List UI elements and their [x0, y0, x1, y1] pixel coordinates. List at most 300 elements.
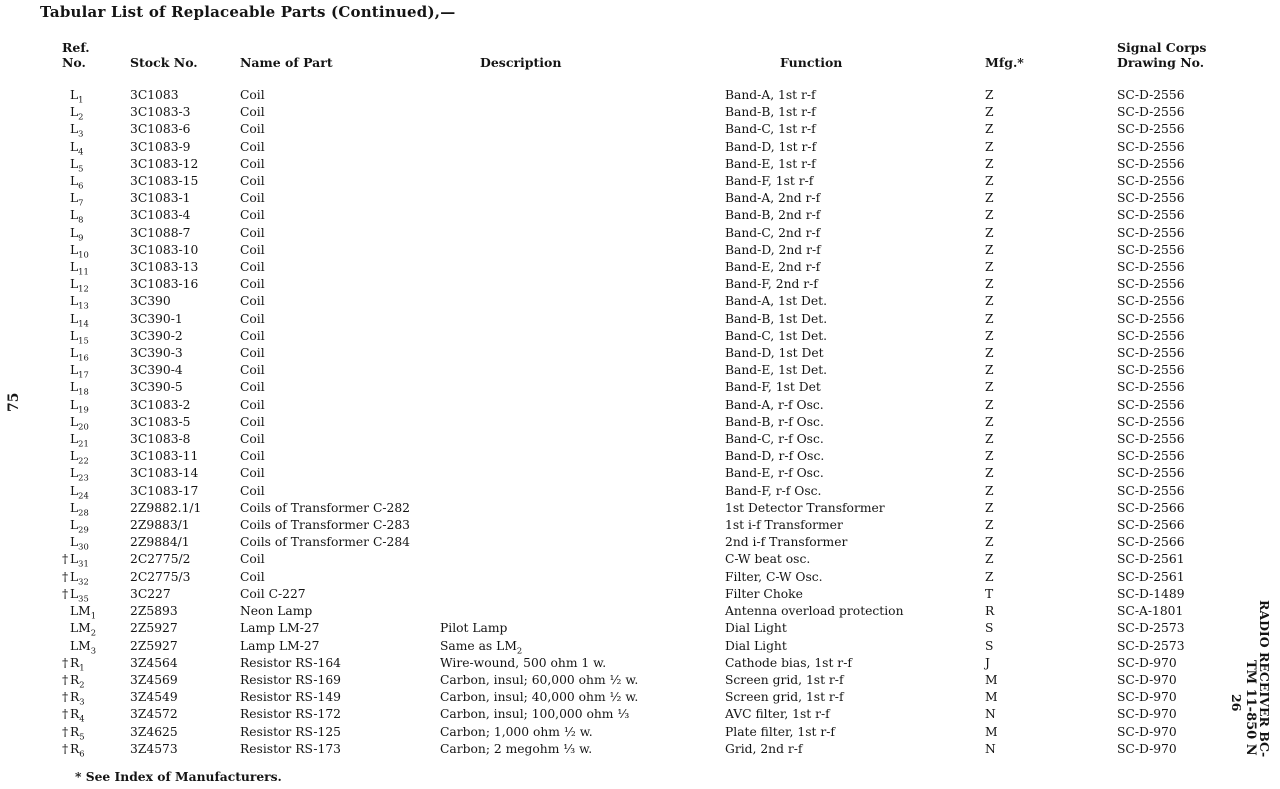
- cell-name-of-part: Coil: [240, 380, 265, 395]
- table-row: [62, 173, 1242, 190]
- ref-subscript: 20: [78, 421, 89, 432]
- cell-description: [440, 638, 725, 655]
- table-row: [62, 586, 1242, 603]
- cell-mfg: Z: [985, 122, 994, 137]
- cell-function: Cathode bias, 1st r-f: [725, 655, 852, 670]
- ref-base: LM: [70, 604, 91, 619]
- ref-subscript: 3: [90, 644, 97, 655]
- cell-name-of-part: Lamp LM-27: [240, 638, 320, 653]
- ref-base: L: [70, 586, 79, 601]
- ref-subscript: 1: [79, 662, 85, 673]
- cell-ref-no: [62, 620, 130, 637]
- cell-description: [440, 293, 725, 310]
- cell-stock-no: 3C1083-17: [130, 483, 199, 498]
- cell-name-of-part: Coil: [240, 432, 265, 447]
- cell-description: [440, 276, 725, 293]
- cell-function: Filter Choke: [725, 586, 803, 601]
- cell-description: [440, 242, 725, 259]
- table-row: [62, 448, 1242, 465]
- cell-description: [440, 87, 725, 104]
- cell-ref-no: [62, 156, 130, 173]
- cell-drawing-no: SC-D-2556: [1117, 466, 1185, 481]
- cell-function: Band-C, 1st r-f: [725, 122, 816, 137]
- header-ref-line1: Ref.: [62, 40, 90, 55]
- cell-description: [440, 448, 725, 465]
- cell-function: Band-A, 2nd r-f: [725, 191, 821, 206]
- cell-stock-no: 3C390-2: [130, 328, 183, 343]
- cell-name-of-part: Neon Lamp: [240, 604, 313, 619]
- table-body: [62, 87, 1242, 758]
- table-row: [62, 534, 1242, 551]
- ref-base: L: [70, 380, 79, 395]
- cell-mfg: Z: [985, 569, 994, 584]
- cell-description: [440, 551, 725, 568]
- table-row: [62, 362, 1242, 379]
- cell-ref-no: [62, 225, 130, 242]
- table-row: [62, 328, 1242, 345]
- cell-drawing-no: SC-D-2556: [1117, 191, 1185, 206]
- cell-description: [440, 173, 725, 190]
- cell-name-of-part: Coil: [240, 346, 265, 361]
- cell-stock-no: 3C1083-15: [130, 174, 199, 189]
- cell-stock-no: 3Z4625: [130, 724, 178, 739]
- table-row: [62, 259, 1242, 276]
- table-row: [62, 87, 1242, 104]
- ref-base: R: [70, 655, 80, 670]
- cell-stock-no: 3Z4572: [130, 707, 178, 722]
- ref-subscript: 32: [78, 576, 89, 587]
- cell-ref-no: [62, 207, 130, 224]
- cell-ref-no: [62, 362, 130, 379]
- cell-function: Band-B, 1st r-f: [725, 105, 816, 120]
- dagger-mark: †: [62, 655, 69, 670]
- description-text: Carbon; 1,000 ohm ½ w.: [440, 724, 593, 739]
- table-row: [62, 397, 1242, 414]
- ref-subscript: 24: [78, 490, 89, 501]
- cell-mfg: Z: [985, 260, 994, 275]
- ref-base: L: [70, 294, 79, 309]
- cell-name-of-part: Coil: [240, 139, 265, 154]
- description-text: Carbon, insul; 40,000 ohm ½ w.: [440, 690, 639, 705]
- cell-name-of-part: Coil: [240, 311, 265, 326]
- cell-name-of-part: Resistor RS-173: [240, 741, 341, 756]
- cell-drawing-no: SC-D-2556: [1117, 225, 1185, 240]
- ref-subscript: 6: [79, 748, 85, 759]
- table-row: [62, 500, 1242, 517]
- cell-drawing-no: SC-D-2556: [1117, 328, 1185, 343]
- cell-function: 1st Detector Transformer: [725, 500, 885, 515]
- table-row: [62, 207, 1242, 224]
- table-row: [62, 139, 1242, 156]
- cell-ref-no: [62, 311, 130, 328]
- dagger-mark: †: [62, 724, 69, 739]
- ref-subscript: 22: [78, 455, 89, 466]
- cell-drawing-no: SC-A-1801: [1117, 604, 1184, 619]
- cell-description: [440, 483, 725, 500]
- cell-function: Grid, 2nd r-f: [725, 741, 803, 756]
- description-text: Carbon, insul; 60,000 ohm ½ w.: [440, 672, 639, 687]
- cell-function: 2nd i-f Transformer: [725, 535, 848, 550]
- cell-name-of-part: Coils of Transformer C-282: [240, 500, 410, 515]
- cell-mfg: Z: [985, 191, 994, 206]
- table-row: [62, 741, 1242, 758]
- cell-drawing-no: SC-D-2556: [1117, 122, 1185, 137]
- cell-ref-no: [62, 534, 130, 551]
- cell-function: Band-C, r-f Osc.: [725, 432, 824, 447]
- cell-mfg: N: [985, 707, 996, 722]
- cell-ref-no: [62, 448, 130, 465]
- cell-function: Band-F, 1st r-f: [725, 174, 814, 189]
- cell-ref-no: [62, 87, 130, 104]
- cell-description: [440, 362, 725, 379]
- cell-stock-no: 3C1083-1: [130, 191, 191, 206]
- cell-stock-no: 2C2775/3: [130, 569, 191, 584]
- cell-mfg: Z: [985, 483, 994, 498]
- cell-description: [440, 620, 725, 637]
- cell-mfg: Z: [985, 518, 994, 533]
- ref-subscript: 16: [78, 352, 89, 363]
- cell-name-of-part: Coil C-227: [240, 586, 306, 601]
- cell-function: Band-E, 1st Det.: [725, 363, 828, 378]
- ref-subscript: 10: [78, 249, 89, 260]
- ref-base: L: [70, 483, 79, 498]
- footnote: * See Index of Manufacturers.: [75, 769, 282, 784]
- cell-description: [440, 741, 725, 758]
- description-text: Wire-wound, 500 ohm 1 w.: [440, 655, 607, 670]
- right-margin-receiver-title: RADIO RECEIVER BC-: [1257, 600, 1272, 758]
- cell-function: Band-B, 2nd r-f: [725, 208, 821, 223]
- ref-base: L: [70, 518, 79, 533]
- cell-function: Dial Light: [725, 638, 787, 653]
- ref-subscript: 14: [78, 318, 89, 329]
- cell-drawing-no: SC-D-1489: [1117, 586, 1185, 601]
- cell-drawing-no: SC-D-2556: [1117, 449, 1185, 464]
- cell-description: [440, 534, 725, 551]
- ref-base: L: [70, 174, 79, 189]
- cell-name-of-part: Coil: [240, 208, 265, 223]
- cell-function: Band-D, r-f Osc.: [725, 449, 825, 464]
- dagger-mark: †: [62, 707, 69, 722]
- cell-ref-no: [62, 293, 130, 310]
- description-subscript: 2: [516, 644, 523, 655]
- cell-name-of-part: Coil: [240, 414, 265, 429]
- cell-drawing-no: SC-D-2556: [1117, 139, 1185, 154]
- cell-function: Band-D, 1st Det: [725, 346, 824, 361]
- cell-function: Band-A, 1st Det.: [725, 294, 827, 309]
- cell-ref-no: [62, 242, 130, 259]
- table-row: [62, 569, 1242, 586]
- ref-base: L: [70, 88, 79, 102]
- cell-stock-no: 3C1083-13: [130, 260, 199, 275]
- ref-base: L: [70, 346, 79, 361]
- cell-drawing-no: SC-D-2556: [1117, 363, 1185, 378]
- column-header-stock: Stock No.: [130, 55, 198, 70]
- cell-mfg: Z: [985, 174, 994, 189]
- cell-stock-no: 3C1083-6: [130, 122, 191, 137]
- cell-ref-no: [62, 190, 130, 207]
- cell-mfg: Z: [985, 346, 994, 361]
- ref-base: L: [70, 535, 79, 550]
- cell-stock-no: 3C1083-16: [130, 277, 199, 292]
- cell-description: [440, 569, 725, 586]
- ref-base: L: [70, 466, 79, 481]
- cell-drawing-no: SC-D-970: [1117, 672, 1177, 687]
- cell-description: [440, 706, 725, 723]
- ref-subscript: 1: [78, 94, 84, 105]
- dagger-mark: †: [62, 569, 69, 584]
- cell-mfg: Z: [985, 139, 994, 154]
- cell-stock-no: 3C390-4: [130, 363, 183, 378]
- cell-stock-no: 3C1083: [130, 88, 179, 102]
- cell-drawing-no: SC-D-2556: [1117, 242, 1185, 257]
- cell-description: [440, 689, 725, 706]
- cell-description: [440, 225, 725, 242]
- cell-stock-no: 2Z5927: [130, 638, 178, 653]
- cell-name-of-part: Coil: [240, 449, 265, 464]
- cell-function: Antenna overload protection: [725, 604, 904, 619]
- cell-function: Band-C, 2nd r-f: [725, 225, 821, 240]
- cell-ref-no: [62, 379, 130, 396]
- cell-stock-no: 3C1083-14: [130, 466, 199, 481]
- cell-stock-no: 2Z9883/1: [130, 518, 190, 533]
- cell-mfg: Z: [985, 328, 994, 343]
- ref-subscript: 35: [78, 593, 89, 604]
- ref-subscript: 8: [78, 214, 84, 225]
- table-row: [62, 293, 1242, 310]
- cell-name-of-part: Coil: [240, 569, 265, 584]
- cell-drawing-no: SC-D-2556: [1117, 432, 1185, 447]
- cell-ref-no: [62, 431, 130, 448]
- description-text: Carbon, insul; 100,000 ohm ⅓: [440, 707, 630, 722]
- cell-function: Band-D, 1st r-f: [725, 139, 817, 154]
- cell-mfg: Z: [985, 105, 994, 120]
- cell-function: Band-B, r-f Osc.: [725, 414, 824, 429]
- cell-mfg: M: [985, 724, 998, 739]
- cell-name-of-part: Coil: [240, 191, 265, 206]
- cell-stock-no: 3C1083-3: [130, 105, 191, 120]
- cell-name-of-part: Coils of Transformer C-284: [240, 535, 410, 550]
- ref-base: L: [70, 414, 79, 429]
- dagger-mark: †: [62, 552, 69, 567]
- cell-ref-no: [62, 672, 130, 689]
- cell-description: [440, 586, 725, 603]
- ref-base: L: [70, 122, 79, 137]
- ref-subscript: 28: [78, 507, 89, 518]
- ref-subscript: 1: [90, 610, 97, 621]
- column-header-name: Name of Part: [240, 55, 333, 70]
- table-row: [62, 620, 1242, 637]
- table-row: [62, 483, 1242, 500]
- cell-stock-no: 3C1083-11: [130, 449, 199, 464]
- table-row: [62, 104, 1242, 121]
- cell-drawing-no: SC-D-2556: [1117, 277, 1185, 292]
- cell-drawing-no: SC-D-2573: [1117, 621, 1185, 636]
- header-drawing-line2: Drawing No.: [1117, 55, 1205, 70]
- table-row: [62, 414, 1242, 431]
- cell-mfg: T: [985, 586, 994, 601]
- cell-description: [440, 345, 725, 362]
- ref-subscript: 13: [78, 300, 89, 311]
- cell-ref-no: [62, 724, 130, 741]
- ref-base: R: [70, 672, 80, 687]
- ref-base: L: [70, 139, 79, 154]
- cell-name-of-part: Coil: [240, 122, 265, 137]
- cell-ref-no: [62, 483, 130, 500]
- right-margin-manual-number: TM 11-850 N: [1243, 660, 1258, 756]
- cell-drawing-no: SC-D-2556: [1117, 156, 1185, 171]
- table-row: [62, 689, 1242, 706]
- cell-name-of-part: Coil: [240, 483, 265, 498]
- column-header-description: Description: [480, 55, 562, 70]
- ref-base: L: [70, 569, 79, 584]
- table-row: [62, 431, 1242, 448]
- cell-stock-no: 2Z9882.1/1: [130, 500, 202, 515]
- ref-base: L: [70, 260, 79, 275]
- cell-name-of-part: Coil: [240, 328, 265, 343]
- cell-ref-no: [62, 500, 130, 517]
- cell-mfg: Z: [985, 294, 994, 309]
- description-text: Carbon; 2 megohm ⅓ w.: [440, 741, 593, 756]
- cell-stock-no: 2C2775/2: [130, 552, 191, 567]
- cell-mfg: J: [985, 655, 990, 670]
- cell-function: Band-E, 2nd r-f: [725, 260, 821, 275]
- ref-base: LM: [70, 621, 91, 636]
- cell-ref-no: [62, 121, 130, 138]
- table-row: [62, 190, 1242, 207]
- ref-base: L: [70, 277, 79, 292]
- cell-stock-no: 3C1088-7: [130, 225, 191, 240]
- cell-stock-no: 3C1083-9: [130, 139, 191, 154]
- cell-description: [440, 603, 725, 620]
- cell-name-of-part: Coil: [240, 156, 265, 171]
- ref-base: L: [70, 500, 79, 515]
- ref-subscript: 11: [78, 266, 89, 277]
- dagger-mark: †: [62, 690, 69, 705]
- cell-description: [440, 414, 725, 431]
- cell-drawing-no: SC-D-2556: [1117, 346, 1185, 361]
- cell-mfg: Z: [985, 277, 994, 292]
- cell-ref-no: [62, 586, 130, 603]
- cell-drawing-no: SC-D-2556: [1117, 174, 1185, 189]
- table-row: [62, 311, 1242, 328]
- cell-drawing-no: SC-D-2566: [1117, 535, 1185, 550]
- cell-name-of-part: Lamp LM-27: [240, 621, 320, 636]
- dagger-mark: †: [62, 586, 69, 601]
- ref-base: L: [70, 432, 79, 447]
- column-header-drawing: [1117, 40, 1242, 87]
- ref-subscript: 21: [78, 438, 89, 449]
- ref-subscript: 5: [78, 163, 84, 174]
- cell-drawing-no: SC-D-2561: [1117, 552, 1185, 567]
- cell-description: [440, 207, 725, 224]
- table-row: [62, 603, 1242, 620]
- cell-function: Dial Light: [725, 621, 787, 636]
- header-drawing-line1: Signal Corps: [1117, 40, 1207, 55]
- cell-description: [440, 379, 725, 396]
- cell-function: Band-F, 2nd r-f: [725, 277, 818, 292]
- ref-subscript: 12: [78, 283, 89, 294]
- cell-name-of-part: Coil: [240, 174, 265, 189]
- cell-stock-no: 3C1083-5: [130, 414, 191, 429]
- cell-stock-no: 3C390-1: [130, 311, 183, 326]
- cell-ref-no: [62, 741, 130, 758]
- cell-stock-no: 2Z5927: [130, 621, 178, 636]
- cell-stock-no: 3C390-5: [130, 380, 183, 395]
- cell-name-of-part: Coil: [240, 242, 265, 257]
- cell-drawing-no: SC-D-2556: [1117, 208, 1185, 223]
- cell-function: Band-C, 1st Det.: [725, 328, 828, 343]
- ref-base: L: [70, 397, 79, 412]
- cell-description: [440, 397, 725, 414]
- cell-ref-no: [62, 569, 130, 586]
- table-row: [62, 517, 1242, 534]
- cell-mfg: Z: [985, 432, 994, 447]
- cell-drawing-no: SC-D-970: [1117, 690, 1177, 705]
- cell-ref-no: [62, 603, 130, 620]
- table-row: [62, 121, 1242, 138]
- cell-mfg: Z: [985, 414, 994, 429]
- cell-drawing-no: SC-D-970: [1117, 655, 1177, 670]
- cell-description: [440, 431, 725, 448]
- cell-mfg: Z: [985, 552, 994, 567]
- cell-mfg: M: [985, 690, 998, 705]
- cell-mfg: Z: [985, 88, 994, 102]
- table-row: [62, 225, 1242, 242]
- cell-drawing-no: SC-D-2556: [1117, 397, 1185, 412]
- table-row: [62, 638, 1242, 655]
- column-header-function: Function: [780, 55, 843, 70]
- description-text: Pilot Lamp: [440, 621, 508, 636]
- ref-base: R: [70, 724, 80, 739]
- cell-stock-no: 3C1083-4: [130, 208, 191, 223]
- cell-mfg: S: [985, 621, 994, 636]
- column-header-ref: [62, 40, 130, 87]
- cell-drawing-no: SC-D-2566: [1117, 518, 1185, 533]
- ref-base: L: [70, 552, 79, 567]
- ref-subscript: 6: [78, 180, 84, 191]
- cell-function: Band-F, 1st Det: [725, 380, 821, 395]
- cell-description: [440, 517, 725, 534]
- ref-base: L: [70, 191, 79, 206]
- table-row: [62, 551, 1242, 568]
- cell-ref-no: [62, 655, 130, 672]
- ref-subscript: 19: [78, 404, 89, 415]
- cell-drawing-no: SC-D-2556: [1117, 414, 1185, 429]
- cell-name-of-part: Coil: [240, 466, 265, 481]
- cell-description: [440, 672, 725, 689]
- cell-mfg: Z: [985, 311, 994, 326]
- column-header-mfg: Mfg.*: [985, 55, 1024, 70]
- ref-subscript: 31: [78, 558, 89, 569]
- ref-subscript: 29: [78, 524, 89, 535]
- cell-function: C-W beat osc.: [725, 552, 811, 567]
- cell-ref-no: [62, 689, 130, 706]
- cell-function: Band-F, r-f Osc.: [725, 483, 822, 498]
- cell-stock-no: 3Z4573: [130, 741, 178, 756]
- cell-mfg: Z: [985, 380, 994, 395]
- cell-ref-no: [62, 706, 130, 723]
- cell-stock-no: 3C1083-12: [130, 156, 199, 171]
- cell-mfg: R: [985, 604, 995, 619]
- cell-mfg: Z: [985, 397, 994, 412]
- cell-ref-no: [62, 517, 130, 534]
- cell-ref-no: [62, 139, 130, 156]
- cell-description: [440, 139, 725, 156]
- cell-function: Band-E, r-f Osc.: [725, 466, 824, 481]
- ref-base: L: [70, 242, 79, 257]
- ref-subscript: 7: [78, 197, 84, 208]
- cell-function: 1st i-f Transformer: [725, 518, 843, 533]
